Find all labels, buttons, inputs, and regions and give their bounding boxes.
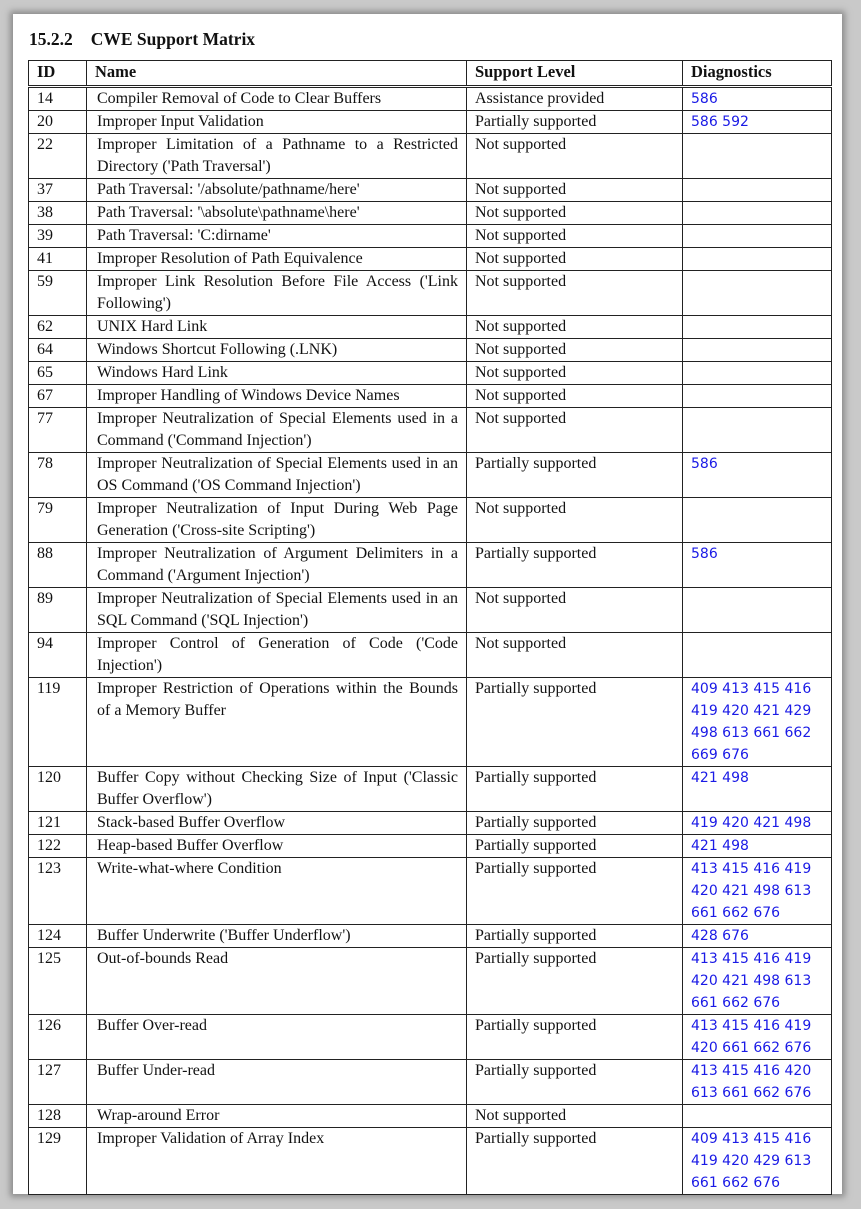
diagnostics-cell	[683, 134, 832, 179]
support-level-cell: Not supported	[467, 271, 683, 316]
support-level-cell: Partially supported	[467, 948, 683, 1015]
support-level-cell: Partially supported	[467, 1060, 683, 1105]
support-level-cell: Not supported	[467, 588, 683, 633]
diagnostics-cell	[683, 408, 832, 453]
support-level-cell: Not supported	[467, 225, 683, 248]
diagnostics-links[interactable]: 413 415 416 419 420 421 498 613 661 662 676	[691, 861, 812, 921]
table-row	[29, 812, 832, 835]
cwe-name-cell: Wrap-around Error	[87, 1105, 467, 1128]
table-row	[29, 362, 832, 385]
diagnostics-links[interactable]: 586	[691, 456, 718, 472]
cwe-id-cell: 126	[29, 1015, 87, 1060]
support-level-cell: Partially supported	[467, 678, 683, 767]
diagnostics-links[interactable]: 413 415 416 419 420 661 662 676	[691, 1018, 812, 1056]
diagnostics-links[interactable]: 409 413 415 416 419 420 421 429 498 613 661 662 669 676	[691, 681, 812, 763]
support-level-cell: Not supported	[467, 498, 683, 543]
diagnostics-cell	[683, 1105, 832, 1128]
diagnostics-cell	[683, 1128, 832, 1195]
table-row	[29, 202, 832, 225]
cwe-name-cell: Write-what-where Condition	[87, 858, 467, 925]
cwe-name-cell: Buffer Underwrite ('Buffer Underflow')	[87, 925, 467, 948]
table-row	[29, 948, 832, 1015]
support-level-cell: Assistance provided	[467, 87, 683, 111]
table-row	[29, 767, 832, 812]
diagnostics-cell	[683, 498, 832, 543]
table-row	[29, 633, 832, 678]
cwe-name-cell: Improper Handling of Windows Device Names	[87, 385, 467, 408]
cwe-id-cell: 120	[29, 767, 87, 812]
cwe-id-cell: 125	[29, 948, 87, 1015]
cwe-name-cell: Buffer Over-read	[87, 1015, 467, 1060]
support-level-cell: Not supported	[467, 408, 683, 453]
table-row	[29, 678, 832, 767]
diagnostics-cell	[683, 835, 832, 858]
diagnostics-links[interactable]: 413 415 416 419 420 421 498 613 661 662 676	[691, 951, 812, 1011]
cwe-id-cell: 89	[29, 588, 87, 633]
support-level-cell: Partially supported	[467, 543, 683, 588]
diagnostics-cell	[683, 248, 832, 271]
diagnostics-links[interactable]: 419 420 421 498	[691, 815, 812, 831]
cwe-name-cell: Improper Link Resolution Before File Access ('Link Following')	[87, 271, 467, 316]
cwe-name-cell: Windows Shortcut Following (.LNK)	[87, 339, 467, 362]
cwe-id-cell: 38	[29, 202, 87, 225]
cwe-id-cell: 122	[29, 835, 87, 858]
table-row	[29, 1015, 832, 1060]
diagnostics-cell	[683, 87, 832, 111]
cwe-id-cell: 22	[29, 134, 87, 179]
cwe-name-cell: Improper Neutralization of Input During Web Page Generation ('Cross-site Scripting')	[87, 498, 467, 543]
support-level-cell: Partially supported	[467, 858, 683, 925]
cwe-id-cell: 78	[29, 453, 87, 498]
cwe-id-cell: 88	[29, 543, 87, 588]
table-row	[29, 925, 832, 948]
section-title: CWE Support Matrix	[90, 29, 256, 49]
table-row	[29, 1128, 832, 1195]
cwe-id-cell: 59	[29, 271, 87, 316]
header-name: Name	[87, 61, 467, 87]
diagnostics-cell	[683, 1060, 832, 1105]
diagnostics-cell	[683, 858, 832, 925]
cwe-id-cell: 129	[29, 1128, 87, 1195]
cwe-id-cell: 123	[29, 858, 87, 925]
cwe-name-cell: Stack-based Buffer Overflow	[87, 812, 467, 835]
table-row	[29, 179, 832, 202]
table-row	[29, 588, 832, 633]
cwe-id-cell: 39	[29, 225, 87, 248]
diagnostics-cell	[683, 633, 832, 678]
diagnostics-cell	[683, 767, 832, 812]
table-row	[29, 1105, 832, 1128]
section-heading	[29, 29, 255, 50]
table-row	[29, 408, 832, 453]
cwe-support-matrix-table	[28, 60, 832, 1195]
cwe-id-cell: 124	[29, 925, 87, 948]
cwe-name-cell: Improper Restriction of Operations within the Bounds of a Memory Buffer	[87, 678, 467, 767]
cwe-name-cell: Improper Validation of Array Index	[87, 1128, 467, 1195]
cwe-id-cell: 62	[29, 316, 87, 339]
cwe-name-cell: Improper Resolution of Path Equivalence	[87, 248, 467, 271]
table-row	[29, 339, 832, 362]
table-row	[29, 385, 832, 408]
header-id: ID	[29, 61, 87, 87]
support-level-cell: Not supported	[467, 179, 683, 202]
diagnostics-cell	[683, 202, 832, 225]
diagnostics-cell	[683, 179, 832, 202]
cwe-id-cell: 67	[29, 385, 87, 408]
cwe-id-cell: 128	[29, 1105, 87, 1128]
diagnostics-cell	[683, 948, 832, 1015]
cwe-id-cell: 119	[29, 678, 87, 767]
diagnostics-links[interactable]: 421 498	[691, 838, 749, 854]
diagnostics-cell	[683, 316, 832, 339]
cwe-id-cell: 20	[29, 111, 87, 134]
table-row	[29, 835, 832, 858]
table-row	[29, 248, 832, 271]
support-level-cell: Not supported	[467, 385, 683, 408]
diagnostics-cell	[683, 925, 832, 948]
support-level-cell: Partially supported	[467, 925, 683, 948]
cwe-name-cell: Path Traversal: 'C:dirname'	[87, 225, 467, 248]
diagnostics-links[interactable]: 409 413 415 416 419 420 429 613 661 662 676	[691, 1131, 812, 1191]
cwe-name-cell: Improper Limitation of a Pathname to a Restricted Directory ('Path Traversal')	[87, 134, 467, 179]
diagnostics-cell	[683, 678, 832, 767]
support-level-cell: Not supported	[467, 134, 683, 179]
document-page	[13, 14, 842, 1194]
cwe-name-cell: Heap-based Buffer Overflow	[87, 835, 467, 858]
cwe-id-cell: 65	[29, 362, 87, 385]
cwe-name-cell: Buffer Copy without Checking Size of Input ('Classic Buffer Overflow')	[87, 767, 467, 812]
support-level-cell: Partially supported	[467, 835, 683, 858]
cwe-name-cell: Improper Control of Generation of Code ('Code Injection')	[87, 633, 467, 678]
table-row	[29, 87, 832, 111]
cwe-name-cell: Improper Neutralization of Argument Delimiters in a Command ('Argument Injection')	[87, 543, 467, 588]
support-level-cell: Not supported	[467, 633, 683, 678]
diagnostics-links[interactable]: 586	[691, 546, 718, 562]
cwe-id-cell: 77	[29, 408, 87, 453]
cwe-id-cell: 64	[29, 339, 87, 362]
header-support-level: Support Level	[467, 61, 683, 87]
cwe-name-cell: Out-of-bounds Read	[87, 948, 467, 1015]
table-body	[29, 87, 832, 1195]
support-level-cell: Partially supported	[467, 111, 683, 134]
diagnostics-cell	[683, 225, 832, 248]
header-diagnostics: Diagnostics	[683, 61, 832, 87]
cwe-name-cell: Improper Neutralization of Special Elements used in an OS Command ('OS Command Injection')	[87, 453, 467, 498]
cwe-name-cell: Improper Input Validation	[87, 111, 467, 134]
table-row	[29, 858, 832, 925]
support-level-cell: Partially supported	[467, 1128, 683, 1195]
support-level-cell: Partially supported	[467, 812, 683, 835]
diagnostics-links[interactable]: 586 592	[691, 114, 749, 130]
cwe-name-cell: Buffer Under-read	[87, 1060, 467, 1105]
cwe-id-cell: 41	[29, 248, 87, 271]
diagnostics-cell	[683, 362, 832, 385]
cwe-name-cell: Compiler Removal of Code to Clear Buffers	[87, 87, 467, 111]
support-level-cell: Partially supported	[467, 453, 683, 498]
diagnostics-cell	[683, 812, 832, 835]
diagnostics-links[interactable]: 586	[691, 91, 718, 107]
diagnostics-cell	[683, 339, 832, 362]
cwe-name-cell: Improper Neutralization of Special Elements used in an SQL Command ('SQL Injection')	[87, 588, 467, 633]
table-row	[29, 453, 832, 498]
cwe-id-cell: 37	[29, 179, 87, 202]
cwe-id-cell: 14	[29, 87, 87, 111]
support-level-cell: Partially supported	[467, 1015, 683, 1060]
diagnostics-links[interactable]: 428 676	[691, 928, 749, 944]
support-level-cell: Not supported	[467, 316, 683, 339]
table-row	[29, 1060, 832, 1105]
cwe-name-cell: UNIX Hard Link	[87, 316, 467, 339]
table-header-row	[29, 61, 832, 87]
table-row	[29, 111, 832, 134]
cwe-id-cell: 121	[29, 812, 87, 835]
support-level-cell: Not supported	[467, 202, 683, 225]
cwe-name-cell: Improper Neutralization of Special Elements used in a Command ('Command Injection')	[87, 408, 467, 453]
diagnostics-cell	[683, 588, 832, 633]
diagnostics-cell	[683, 543, 832, 588]
table-row	[29, 498, 832, 543]
diagnostics-cell	[683, 453, 832, 498]
cwe-name-cell: Windows Hard Link	[87, 362, 467, 385]
cwe-name-cell: Path Traversal: '\absolute\pathname\here'	[87, 202, 467, 225]
table-row	[29, 316, 832, 339]
diagnostics-links[interactable]: 421 498	[691, 770, 749, 786]
diagnostics-links[interactable]: 413 415 416 420 613 661 662 676	[691, 1063, 812, 1101]
support-level-cell: Not supported	[467, 1105, 683, 1128]
support-level-cell: Not supported	[467, 248, 683, 271]
table-row	[29, 225, 832, 248]
support-level-cell: Partially supported	[467, 767, 683, 812]
table-row	[29, 543, 832, 588]
cwe-name-cell: Path Traversal: '/absolute/pathname/here'	[87, 179, 467, 202]
support-level-cell: Not supported	[467, 362, 683, 385]
diagnostics-cell	[683, 1015, 832, 1060]
cwe-id-cell: 94	[29, 633, 87, 678]
support-level-cell: Not supported	[467, 339, 683, 362]
diagnostics-cell	[683, 271, 832, 316]
diagnostics-cell	[683, 111, 832, 134]
table-row	[29, 134, 832, 179]
diagnostics-cell	[683, 385, 832, 408]
cwe-id-cell: 79	[29, 498, 87, 543]
cwe-id-cell: 127	[29, 1060, 87, 1105]
section-number: 15.2.2	[29, 29, 73, 49]
table-row	[29, 271, 832, 316]
